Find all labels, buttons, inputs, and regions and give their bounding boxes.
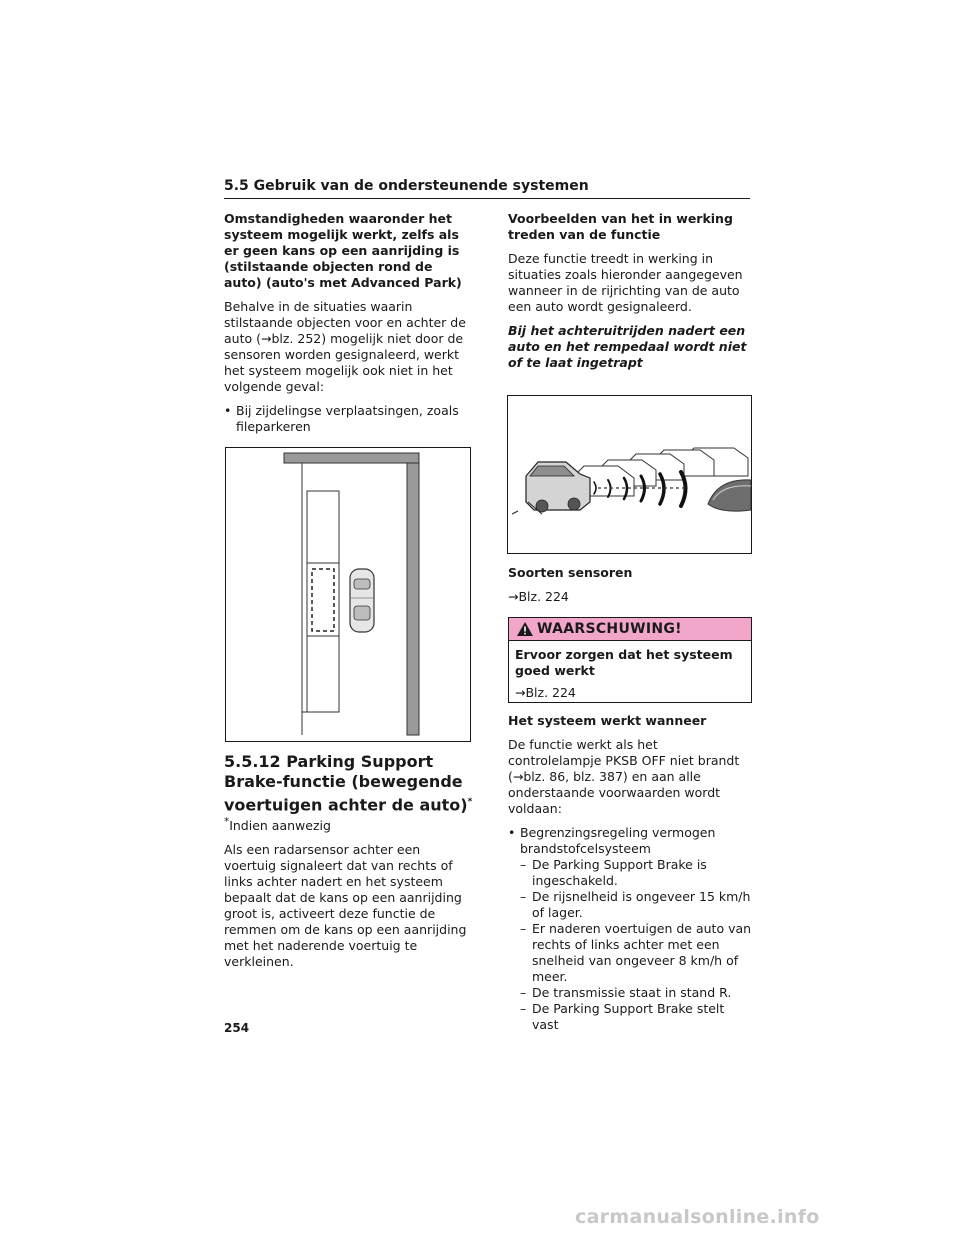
left-column-bottom (224, 814, 472, 978)
warning-box (508, 617, 752, 703)
warning-heading: Ervoor zorgen dat het systeem goed werkt (515, 647, 733, 678)
warning-header (509, 618, 751, 641)
left-column-top (224, 211, 470, 443)
footnote-text: Indien aanwezig (229, 818, 331, 834)
footnote-asterisk: * (224, 816, 230, 828)
dash-mark: – (520, 985, 527, 1000)
sensors-heading: Soorten sensoren (508, 565, 633, 580)
sensors-block (508, 565, 752, 613)
subcondition-item (508, 889, 752, 921)
section-title-line-3-text: voertuigen achter de auto) (224, 795, 468, 815)
examples-text: Deze functie treedt in werking in situaties zoals hieronder aangegeven wanneer in de rijrichting van de auto een auto wordt gesignaleerd. (508, 251, 743, 314)
footnote (224, 814, 472, 834)
dash-mark: – (520, 1001, 527, 1016)
bullet-item (224, 403, 470, 435)
dash-mark: – (520, 889, 527, 904)
works-heading: Het systeem werkt wanneer (508, 713, 707, 728)
parking-lot-drawing (226, 448, 470, 741)
page-number: 254 (224, 1021, 250, 1035)
warning-title: WAARSCHUWING! (537, 621, 682, 637)
subcondition-text: De Parking Support Brake stelt vast (532, 1001, 725, 1032)
subcondition-text: Er naderen voertuigen de auto van rechts of links achter met een snelheid van ongeveer 8 km/h of meer. (532, 921, 752, 984)
reversing-car (512, 462, 590, 514)
subcondition-item (508, 921, 752, 985)
works-text: De functie werkt als het controlelampje PKSB OFF niet brandt (→blz. 86, blz. 387) en aan alle onderstaande voorwaarden wordt voldaan: (508, 737, 740, 816)
intro-paragraph: Behalve in de situaties waarin stilstaande objecten voor en achter de auto (→blz. 252) mogelijk niet door de sensoren worden gesignaleerd, werkt het systeem mogelijk ook niet in het volgende geval: (224, 299, 466, 394)
car-top-view (350, 569, 374, 632)
body-paragraph: Als een radarsensor achter een voertuig signaleert dat van rechts of links achter nadert en het systeem bepaalt dat de kans op een aanrijding groot is, activeert deze functie de remmen om de kans op een aanrijding met het naderende voertuig te verkleinen. (224, 842, 467, 970)
subcondition-text: De rijsnelheid is ongeveer 15 km/h of lager. (532, 889, 751, 920)
watermark: carmanualsonline.info (575, 1206, 820, 1228)
dash-mark: – (520, 857, 527, 872)
section-title-line-1: 5.5.12 Parking Support (224, 752, 434, 771)
section-title-line-3 (224, 792, 474, 815)
section-header: 5.5 Gebruik van de ondersteunende systemen (224, 178, 589, 194)
condition-text: Begrenzingsregeling vermogen brandstofcelsysteem (520, 825, 716, 856)
reversing-drawing (508, 396, 751, 553)
subcondition-item (508, 857, 752, 889)
section-title-line-2: Brake-functie (bewegende (224, 772, 463, 791)
examples-heading: Voorbeelden van het in werking treden van de functie (508, 211, 733, 242)
subcondition-item (508, 1001, 752, 1033)
parking-lot-illustration (225, 447, 471, 742)
subcondition-text: De transmissie staat in stand R. (532, 985, 732, 1000)
warning-triangle-icon (517, 622, 533, 636)
warning-body (509, 641, 751, 711)
situation-heading: Bij het achteruitrijden nadert een auto en het rempedaal wordt niet of te laat ingetrapt (508, 323, 747, 370)
subcondition-text: De Parking Support Brake is ingeschakeld. (532, 857, 707, 888)
subcondition-item (508, 985, 752, 1001)
bullet-text: Bij zijdelingse verplaatsingen, zoals fileparkeren (236, 403, 459, 434)
section-title (224, 752, 474, 815)
reversing-illustration (507, 395, 752, 554)
dash-mark: – (520, 921, 527, 936)
bullet-dot: • (224, 403, 232, 418)
condition-item (508, 825, 752, 857)
right-column-top (508, 211, 752, 379)
section-title-asterisk: * (467, 797, 473, 807)
sensors-reference[interactable]: →Blz. 224 (508, 589, 569, 604)
subheading-circumstances: Omstandigheden waaronder het systeem mogelijk werkt, zelfs als er geen kans op een aanrijding is (stilstaande objecten rond de auto) (auto's met Advanced Park) (224, 211, 462, 290)
header-rule (224, 198, 750, 199)
warning-reference[interactable]: →Blz. 224 (515, 685, 576, 700)
right-column-bottom (508, 713, 752, 1033)
condition-bullet: • (508, 825, 516, 840)
